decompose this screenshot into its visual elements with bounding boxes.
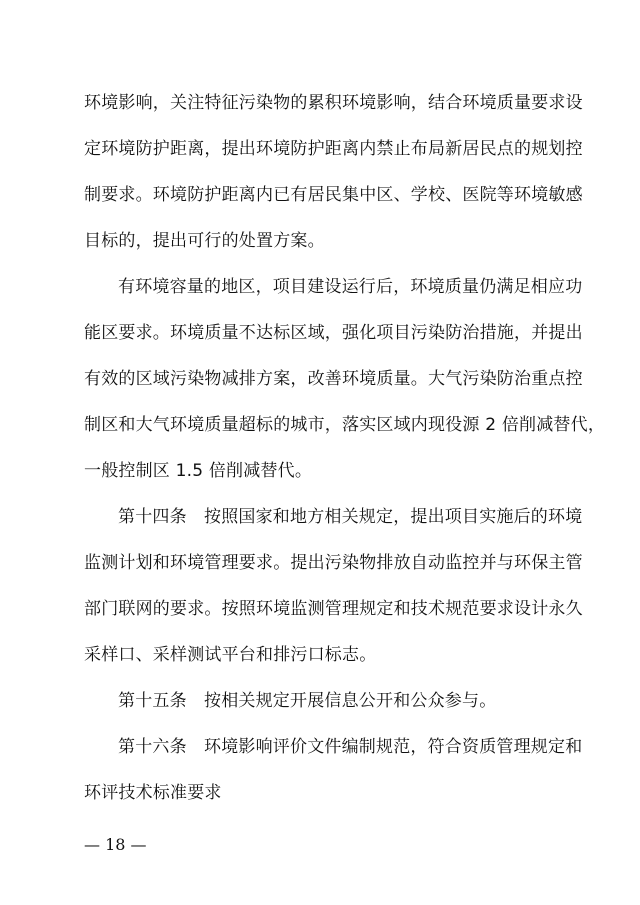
- text-line: 能区要求。环境质量不达标区域，强化项目污染防治措施，并提出: [84, 323, 583, 343]
- text-line: 采样口、采样测试平台和排污口标志。: [84, 645, 377, 665]
- paragraph-start-line: 有环境容量的地区，项目建设运行后，环境质量仍满足相应功: [118, 277, 583, 297]
- text-line: 有效的区域污染物减排方案，改善环境质量。大气污染防治重点控: [84, 369, 583, 389]
- text-line: 环评技术标准要求: [84, 783, 222, 803]
- text-line: 制要求。环境防护距离内已有居民集中区、学校、医院等环境敏感: [84, 185, 583, 205]
- page-number: — 18 —: [84, 835, 147, 854]
- article-14-line: 第十四条 按照国家和地方相关规定，提出项目实施后的环境: [118, 507, 583, 527]
- text-line: 制区和大气环境质量超标的城市，落实区域内现役源 2 倍削减替代，: [84, 415, 606, 435]
- article-15-line: 第十五条 按相关规定开展信息公开和公众参与。: [118, 691, 497, 711]
- text-line: 定环境防护距离，提出环境防护距离内禁止布局新居民点的规划控: [84, 139, 583, 159]
- text-line: 一般控制区 1.5 倍削减替代。: [84, 461, 313, 481]
- text-line: 目标的，提出可行的处置方案。: [84, 231, 325, 251]
- text-line: 环境影响，关注特征污染物的累积环境影响，结合环境质量要求设: [84, 93, 583, 113]
- text-line: 部门联网的要求。按照环境监测管理规定和技术规范要求设计永久: [84, 599, 583, 619]
- text-line: 监测计划和环境管理要求。提出污染物排放自动监控并与环保主管: [84, 553, 583, 573]
- article-16-line: 第十六条 环境影响评价文件编制规范，符合资质管理规定和: [118, 737, 583, 757]
